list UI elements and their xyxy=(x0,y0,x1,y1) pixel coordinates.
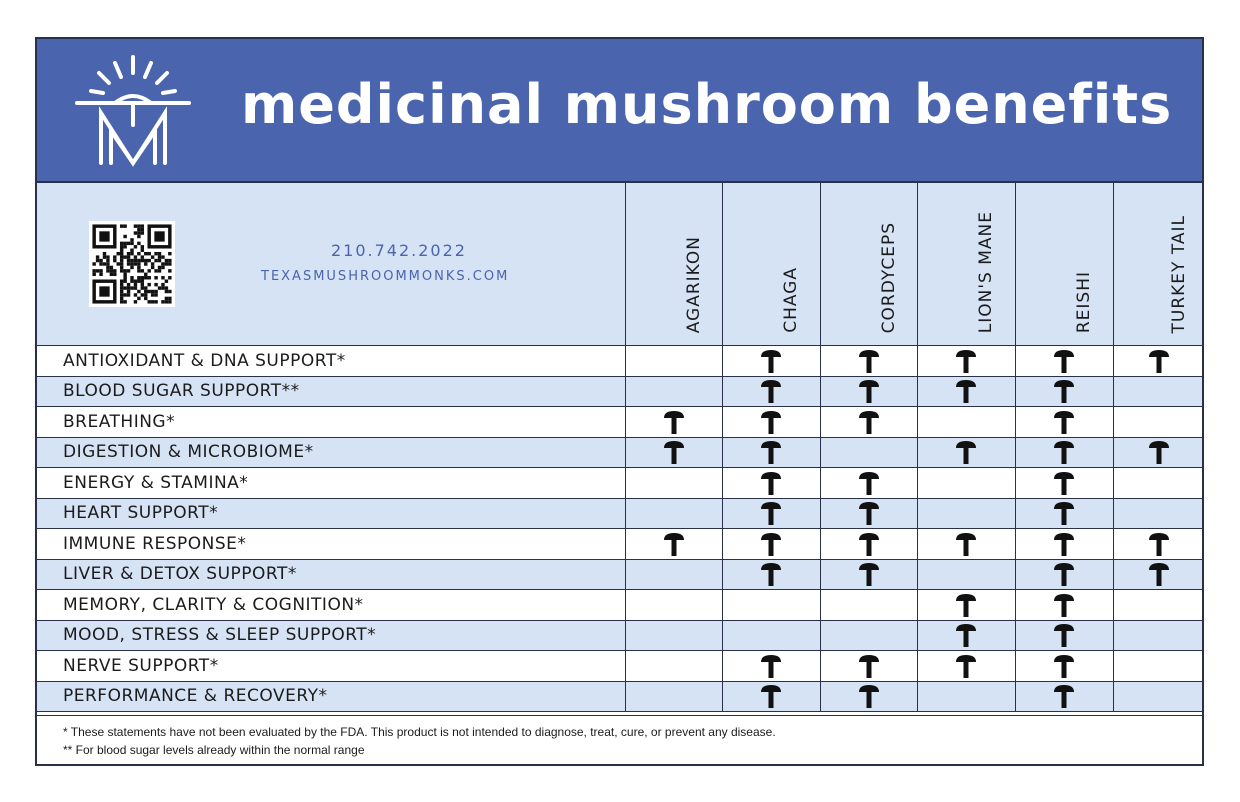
mushroom-icon xyxy=(662,439,686,465)
benefit-cell xyxy=(1015,437,1113,468)
benefit-cell xyxy=(1015,468,1113,499)
benefit-cell xyxy=(1015,620,1113,651)
website-link[interactable]: TEXASMUSHROOMMONKS.COM xyxy=(261,269,510,284)
benefits-card xyxy=(35,37,1204,766)
mushroom-icon xyxy=(759,500,783,526)
table-row xyxy=(37,437,1204,468)
mushroom-icon xyxy=(954,653,978,679)
mushroom-monogram-logo-icon xyxy=(71,51,195,169)
benefit-cell xyxy=(917,346,1015,377)
mushroom-icon xyxy=(1052,561,1076,587)
benefit-cell xyxy=(1015,681,1113,712)
mushroom-icon xyxy=(1147,439,1171,465)
mushroom-icon xyxy=(954,531,978,557)
mushroom-icon xyxy=(759,561,783,587)
column-header-label: AGARIKON xyxy=(683,235,704,333)
table-row xyxy=(37,529,1204,560)
mushroom-icon xyxy=(857,470,881,496)
mushroom-icon xyxy=(857,561,881,587)
benefit-cell xyxy=(1113,498,1204,529)
benefit-cell xyxy=(625,529,722,560)
mushroom-icon xyxy=(759,683,783,709)
benefit-cell xyxy=(917,651,1015,682)
benefit-cell xyxy=(917,529,1015,560)
mushroom-icon xyxy=(759,409,783,435)
benefit-cell xyxy=(917,437,1015,468)
table-row xyxy=(37,346,1204,377)
mushroom-icon xyxy=(1052,683,1076,709)
benefit-cell xyxy=(722,681,820,712)
mushroom-icon xyxy=(1052,470,1076,496)
benefit-cell xyxy=(820,559,917,590)
mushroom-icon xyxy=(662,531,686,557)
benefit-cell xyxy=(1015,376,1113,407)
mushroom-icon xyxy=(1147,531,1171,557)
mushroom-icon xyxy=(857,348,881,374)
benefit-cell xyxy=(625,468,722,499)
table-row xyxy=(37,468,1204,499)
benefit-cell xyxy=(1113,590,1204,621)
benefit-cell xyxy=(1015,498,1113,529)
column-header-label: REISHI xyxy=(1074,270,1094,333)
mushroom-icon xyxy=(857,378,881,404)
mushroom-icon xyxy=(1052,378,1076,404)
table-row xyxy=(37,590,1204,621)
benefit-cell xyxy=(722,376,820,407)
footnotes xyxy=(37,715,1202,766)
mushroom-icon xyxy=(1147,348,1171,374)
benefit-label: ANTIOXIDANT & DNA SUPPORT* xyxy=(37,346,625,377)
table-row xyxy=(37,620,1204,651)
column-header xyxy=(722,183,820,346)
benefit-cell xyxy=(1113,620,1204,651)
benefit-cell xyxy=(1113,407,1204,438)
mushroom-icon xyxy=(759,531,783,557)
benefit-cell xyxy=(917,620,1015,651)
benefit-cell xyxy=(917,681,1015,712)
benefit-cell xyxy=(625,620,722,651)
table-row xyxy=(37,376,1204,407)
table-row xyxy=(37,498,1204,529)
benefit-label: DIGESTION & MICROBIOME* xyxy=(37,437,625,468)
benefit-cell xyxy=(1113,346,1204,377)
benefit-label: NERVE SUPPORT* xyxy=(37,651,625,682)
contact-info-cell xyxy=(37,183,625,346)
header-banner xyxy=(37,39,1202,183)
mushroom-icon xyxy=(857,683,881,709)
benefit-cell xyxy=(625,407,722,438)
column-header xyxy=(1113,183,1204,346)
blood-sugar-footnote: ** For blood sugar levels already within the normal range xyxy=(63,743,365,757)
benefit-cell xyxy=(1015,529,1113,560)
mushroom-icon xyxy=(1052,348,1076,374)
benefit-cell xyxy=(722,498,820,529)
benefit-cell xyxy=(820,376,917,407)
column-header-label: TURKEY TAIL xyxy=(1168,214,1189,333)
benefit-cell xyxy=(917,376,1015,407)
column-header-label: CORDYCEPS xyxy=(878,221,899,333)
mushroom-icon xyxy=(759,348,783,374)
mushroom-icon xyxy=(1052,592,1076,618)
mushroom-icon xyxy=(759,378,783,404)
mushroom-icon xyxy=(1052,531,1076,557)
benefit-label: MOOD, STRESS & SLEEP SUPPORT* xyxy=(37,620,625,651)
benefit-cell xyxy=(722,468,820,499)
table-row xyxy=(37,681,1204,712)
mushroom-icon xyxy=(759,470,783,496)
column-header xyxy=(625,183,722,346)
column-header xyxy=(1015,183,1113,346)
benefit-cell xyxy=(917,559,1015,590)
benefit-cell xyxy=(722,590,820,621)
benefit-cell xyxy=(917,407,1015,438)
phone-number[interactable]: 210.742.2022 xyxy=(331,241,467,260)
benefits-table xyxy=(37,183,1204,712)
benefit-label: MEMORY, CLARITY & COGNITION* xyxy=(37,590,625,621)
mushroom-icon xyxy=(954,622,978,648)
benefit-cell xyxy=(625,376,722,407)
mushroom-icon xyxy=(1147,561,1171,587)
benefit-label: LIVER & DETOX SUPPORT* xyxy=(37,559,625,590)
benefit-cell xyxy=(1113,376,1204,407)
benefit-cell xyxy=(820,407,917,438)
fda-disclaimer: * These statements have not been evaluated by the FDA. This product is not intended to diagnose, treat, cure, or prevent any disease. xyxy=(63,725,776,739)
benefit-cell xyxy=(820,468,917,499)
benefit-label: HEART SUPPORT* xyxy=(37,498,625,529)
benefit-cell xyxy=(625,590,722,621)
mushroom-icon xyxy=(1052,622,1076,648)
benefit-cell xyxy=(1015,407,1113,438)
benefit-cell xyxy=(1113,651,1204,682)
mushroom-icon xyxy=(954,439,978,465)
mushroom-icon xyxy=(1052,500,1076,526)
mushroom-icon xyxy=(857,653,881,679)
benefit-cell xyxy=(1015,559,1113,590)
benefit-cell xyxy=(1113,437,1204,468)
benefit-cell xyxy=(625,437,722,468)
benefit-cell xyxy=(820,651,917,682)
mushroom-icon xyxy=(759,653,783,679)
table-row xyxy=(37,559,1204,590)
column-header-label: LION'S MANE xyxy=(976,210,996,333)
benefit-cell xyxy=(917,498,1015,529)
benefit-label: PERFORMANCE & RECOVERY* xyxy=(37,681,625,712)
mushroom-icon xyxy=(1052,409,1076,435)
benefit-cell xyxy=(1015,590,1113,621)
benefit-label: BLOOD SUGAR SUPPORT** xyxy=(37,376,625,407)
benefit-cell xyxy=(820,346,917,377)
qr-code-icon[interactable] xyxy=(89,221,175,307)
benefit-cell xyxy=(1113,468,1204,499)
benefit-label: BREATHING* xyxy=(37,407,625,438)
table-header-row xyxy=(37,183,1204,346)
benefit-cell xyxy=(625,559,722,590)
benefit-cell xyxy=(722,620,820,651)
benefit-cell xyxy=(722,559,820,590)
benefit-cell xyxy=(1015,651,1113,682)
mushroom-icon xyxy=(954,592,978,618)
column-header-label: CHAGA xyxy=(781,267,801,333)
benefit-cell xyxy=(722,346,820,377)
benefit-cell xyxy=(820,529,917,560)
mushroom-icon xyxy=(662,409,686,435)
mushroom-icon xyxy=(857,409,881,435)
benefit-label: ENERGY & STAMINA* xyxy=(37,468,625,499)
benefit-cell xyxy=(917,468,1015,499)
benefit-cell xyxy=(1113,529,1204,560)
column-header xyxy=(820,183,917,346)
mushroom-icon xyxy=(759,439,783,465)
benefit-cell xyxy=(722,651,820,682)
benefit-cell xyxy=(820,498,917,529)
benefit-cell xyxy=(1113,681,1204,712)
benefit-cell xyxy=(820,620,917,651)
benefit-cell xyxy=(820,590,917,621)
mushroom-icon xyxy=(954,378,978,404)
table-row xyxy=(37,407,1204,438)
benefit-cell xyxy=(917,590,1015,621)
mushroom-icon xyxy=(1052,653,1076,679)
benefit-cell xyxy=(1015,346,1113,377)
mushroom-icon xyxy=(857,531,881,557)
benefit-cell xyxy=(722,407,820,438)
benefit-cell xyxy=(1113,559,1204,590)
table-row xyxy=(37,651,1204,682)
benefit-cell xyxy=(722,529,820,560)
mushroom-icon xyxy=(857,500,881,526)
column-header xyxy=(917,183,1015,346)
benefit-label: IMMUNE RESPONSE* xyxy=(37,529,625,560)
benefit-cell xyxy=(625,346,722,377)
benefit-cell xyxy=(820,681,917,712)
benefit-cell xyxy=(722,437,820,468)
benefit-cell xyxy=(625,498,722,529)
benefit-cell xyxy=(820,437,917,468)
mushroom-icon xyxy=(1052,439,1076,465)
mushroom-icon xyxy=(954,348,978,374)
benefit-cell xyxy=(625,681,722,712)
page-title: medicinal mushroom benefits xyxy=(241,73,1173,136)
benefit-cell xyxy=(625,651,722,682)
